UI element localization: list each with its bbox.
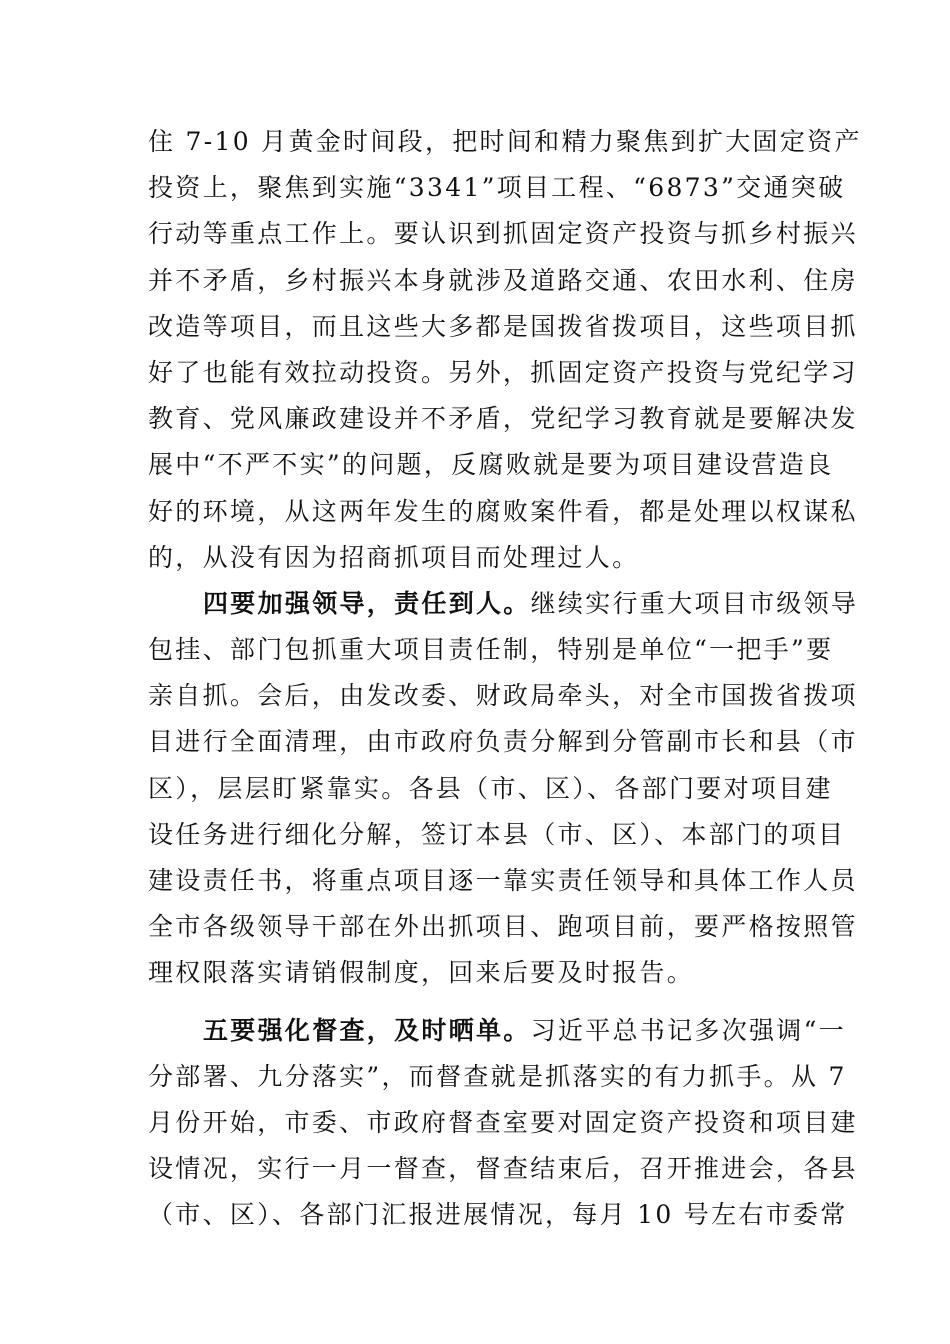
paragraph-3-line: 分部署、九分落实”，而督查就是抓落实的有力抓手。从 7 [148, 1061, 847, 1091]
paragraph-1-line: 住 7-10 月黄金时间段，把时间和精力聚焦到扩大固定资产 [148, 127, 862, 156]
paragraph-1-line: 的，从没有因为招商抓项目而处理过人。 [148, 542, 640, 572]
paragraph-1-line: 并不矛盾，乡村振兴本身就涉及道路交通、农田水利、住房 [148, 265, 858, 295]
paragraph-1-line: 展中“不严不实”的问题，反腐败就是要为项目建设营造良 [148, 450, 834, 480]
paragraph-spacer [148, 997, 808, 1008]
paragraph-3-first-text: 习近平总书记多次强调“一 [530, 1015, 846, 1045]
paragraph-2-heading: 四要加强领导，责任到人。 [203, 588, 531, 618]
paragraph-3-line: （市、区）、各部门汇报进展情况，每月 10 号左右市委常 [148, 1200, 848, 1230]
paragraph-1-line: 行动等重点工作上。要认识到抓固定资产投资与抓乡村振兴 [148, 219, 858, 249]
paragraph-2-line: 包挂、部门包抓重大项目责任制，特别是单位“一把手”要 [148, 635, 834, 665]
paragraph-2-first-line [148, 581, 859, 627]
paragraph-2-line: 区），层层盯紧靠实。各县（市、区）、各部门要对项目建 [148, 773, 833, 803]
paragraph-2-line: 设任务进行细化分解，签订本县（市、区）、本部门的项目 [148, 819, 846, 849]
paragraph-1-line: 投资上，聚焦到实施“3341”项目工程、“6873”交通突破 [148, 173, 846, 203]
paragraph-2-line: 全市各级领导干部在外出抓项目、跑项目前，要严格按照管 [148, 912, 858, 942]
paragraph-1-line: 好的环境，从这两年发生的腐败案件看，都是处理以权谋私 [148, 496, 858, 526]
paragraph-1-line: 改造等项目，而且这些大多都是国拨省拨项目，这些项目抓 [148, 311, 858, 341]
paragraph-2-line: 目进行全面清理，由市政府负责分解到分管副市长和县（市 [148, 727, 858, 757]
paragraph-3-line: 设情况，实行一月一督查，督查结束后，召开推进会，各县 [148, 1154, 858, 1184]
paragraph-2-first-text: 继续实行重大项目市级领导 [530, 588, 859, 618]
paragraph-1-line: 好了也能有效拉动投资。另外，抓固定资产投资与党纪学习 [148, 357, 858, 387]
paragraph-2-line: 建设责任书，将重点项目逐一靠实责任领导和具体工作人员 [148, 866, 858, 895]
paragraph-1-line: 教育、党风廉政建设并不矛盾，党纪学习教育就是要解决发 [148, 404, 858, 434]
paragraph-2-line: 亲自抓。会后，由发改委、财政局牵头，对全市国拨省拨项 [148, 681, 858, 711]
paragraph-3-heading: 五要强化督查，及时晒单。 [203, 1015, 531, 1045]
document-body [148, 119, 862, 1239]
paragraph-3-first-line [148, 1008, 846, 1054]
paragraph-3-line: 月份开始，市委、市政府督查室要对固定资产投资和项目建 [148, 1107, 858, 1137]
paragraph-2-line: 理权限落实请销假制度，回来后要及时报告。 [148, 958, 695, 988]
